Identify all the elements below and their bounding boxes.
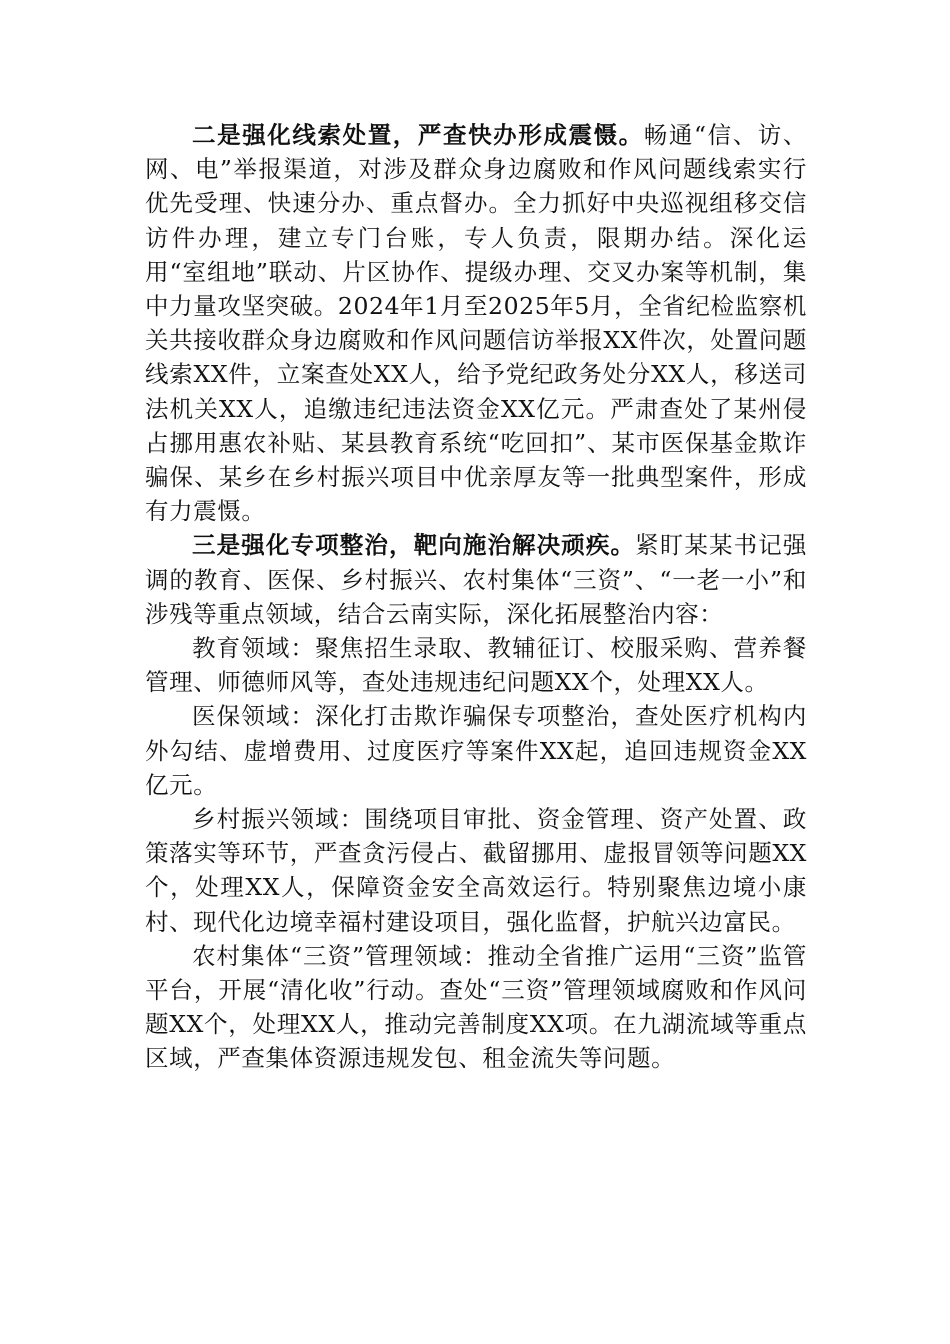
paragraph-medical-insurance-field [145, 699, 807, 802]
paragraph-text: 畅通“信、访、网、电”举报渠道，对涉及群众身边腐败和作风问题线索实行优先受理、快速分办、重点督办。全力抓好中央巡视组移交信访件办理，建立专门台账，专人负责，限期办结。深化运用“室组地”联动、片区协作、提级办理、交叉办案等机制，集中力量攻坚突破。2024年1月至2025年5月，全省纪检监察机关共接收群众身边腐败和作风问题信访举报XX件次，处置问题线索XX件，立案查处XX人，给予党纪政务处分XX人，移送司法机关XX人，追缴违纪违法资金XX亿元。严肃查处了某州侵占挪用惠农补贴、某县教育系统“吃回扣”、某市医保基金欺诈骗保、某乡在乡村振兴项目中优亲厚友等一批典型案件，形成有力震慑。 [145, 121, 807, 526]
paragraph-rural-collective-assets-field [145, 939, 807, 1076]
paragraph-lead: 三是强化专项整治，靶向施治解决顽疾。 [192, 531, 636, 560]
document-body [145, 118, 807, 1076]
paragraph-text: 教育领域：聚焦招生录取、教辅征订、校服采购、营养餐管理、师德师风等，查处违规违纪问题XX个，处理XX人。 [145, 634, 807, 697]
paragraph-education-field [145, 631, 807, 699]
paragraph-text: 紧盯某某书记强调的教育、医保、乡村振兴、农村集体“三资”、“一老一小”和涉残等重点领域，结合云南实际，深化拓展整治内容： [145, 531, 807, 628]
paragraph-text: 乡村振兴领域：围绕项目审批、资金管理、资产处置、政策落实等环节，严查贪污侵占、截留挪用、虚报冒领等问题XX个，处理XX人，保障资金安全高效运行。特别聚焦边境小康村、现代化边境幸福村建设项目，强化监督，护航兴边富民。 [145, 805, 807, 936]
paragraph-special-rectification [145, 528, 807, 631]
paragraph-text: 农村集体“三资”管理领域：推动全省推广运用“三资”监管平台，开展“清化收”行动。查处“三资”管理领域腐败和作风问题XX个，处理XX人，推动完善制度XX项。在九湖流域等重点区域，严查集体资源违规发包、租金流失等问题。 [145, 941, 807, 1073]
paragraph-rural-revitalization-field [145, 802, 807, 939]
paragraph-clue-handling [145, 118, 807, 528]
paragraph-lead: 二是强化线索处置，严查快办形成震慑。 [192, 121, 644, 149]
paragraph-text: 医保领域：深化打击欺诈骗保专项整治，查处医疗机构内外勾结、虚增费用、过度医疗等案件XX起，追回违规资金XX亿元。 [145, 702, 807, 799]
